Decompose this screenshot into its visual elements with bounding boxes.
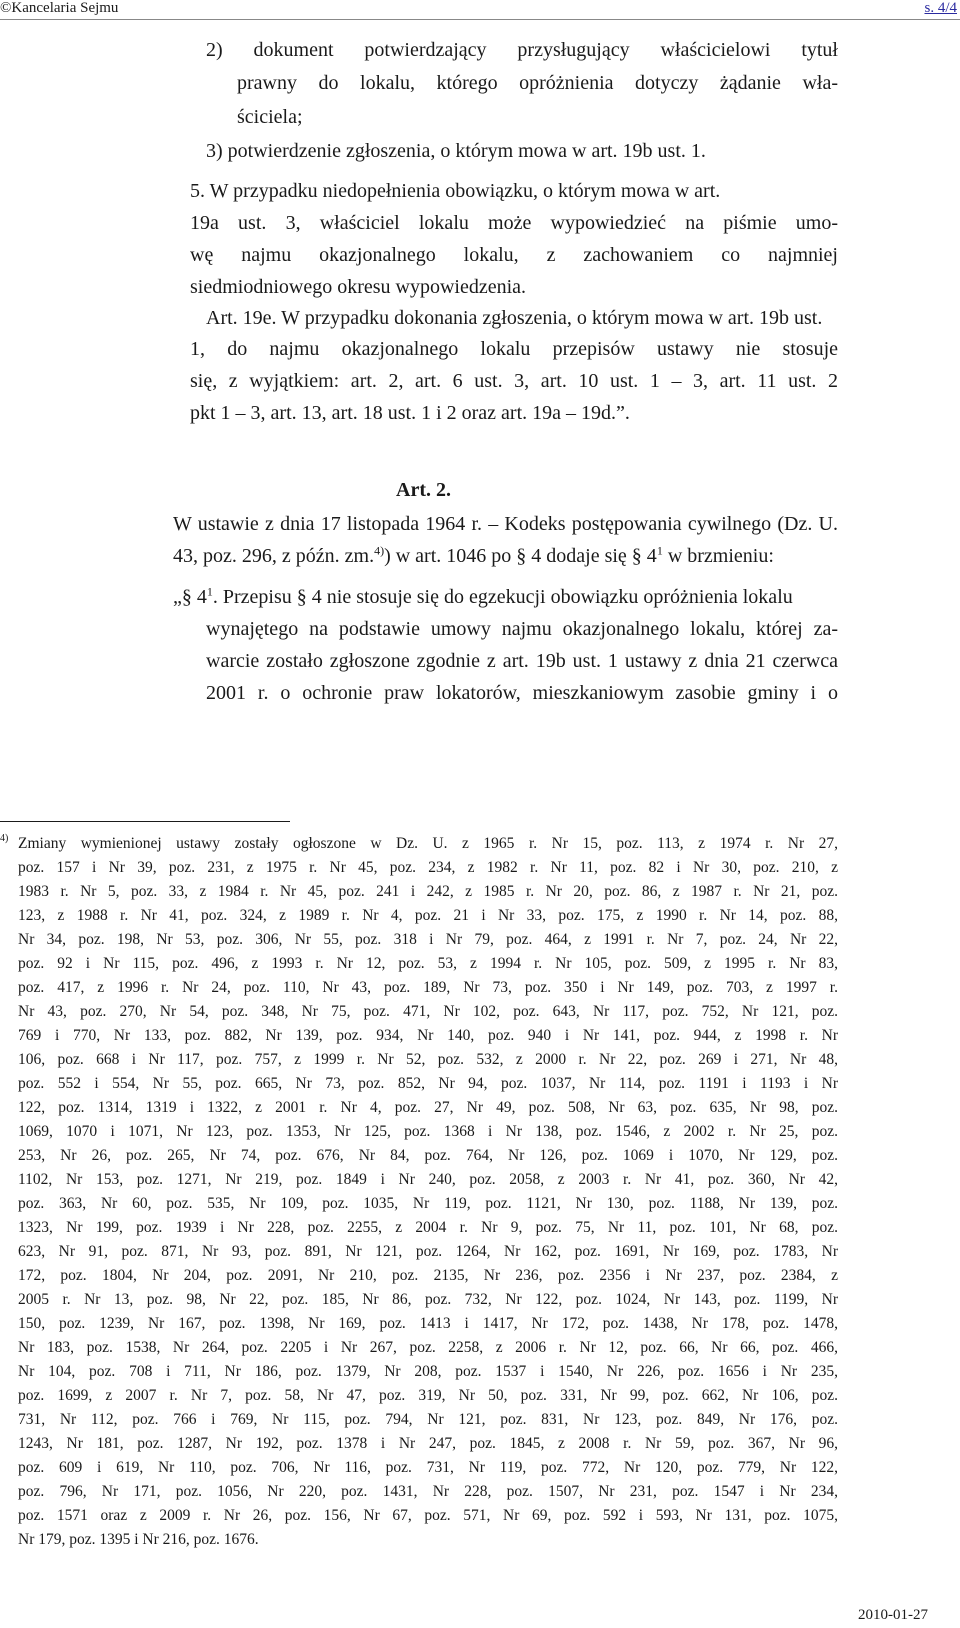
footnote-line: 253, Nr 26, poz. 265, Nr 74, poz. 676, Nr 84, poz. 764, Nr 126, poz. 1069 i 1070, Nr 129, poz. [18, 1147, 838, 1164]
footnote-line: Nr 179, poz. 1395 i Nr 216, poz. 1676. [18, 1531, 259, 1548]
article-heading: Art. 2. [396, 479, 451, 501]
footnote-line: 2005 r. Nr 13, poz. 98, Nr 22, poz. 185, Nr 86, poz. 732, Nr 122, poz. 1024, Nr 143, poz. 1199, Nr [18, 1291, 838, 1308]
body-line: prawny do lokalu, którego opróżnienia dotyczy żądanie wła- [237, 72, 838, 94]
body-line: pkt 1 – 3, art. 13, art. 18 ust. 1 i 2 oraz art. 19a – 19d.”. [190, 402, 630, 424]
footnote-marker: 4) [0, 833, 9, 844]
footnote-line: 1983 r. Nr 5, poz. 33, z 1984 r. Nr 45, poz. 241 i 242, z 1985 r. Nr 20, poz. 86, z 1987 r. Nr 21, poz. [18, 883, 838, 900]
footnote-line: Nr 34, poz. 198, Nr 53, poz. 306, Nr 55, poz. 318 i Nr 79, poz. 464, z 1991 r. Nr 7, poz. 24, Nr 22, [18, 931, 838, 948]
footnote-line: Nr 104, poz. 708 i 711, Nr 186, poz. 1379, Nr 208, poz. 1537 i 1540, Nr 226, poz. 1656 i Nr 235, [18, 1363, 838, 1380]
body-line: ściciela; [237, 106, 303, 128]
body-line: warcie zostało zgłoszone zgodnie z art. 19b ust. 1 ustawy z dnia 21 czerwca [206, 650, 838, 672]
body-line: 2001 r. o ochronie praw lokatorów, mieszkaniowym zasobie gminy i o [206, 682, 838, 704]
footnote-line: Nr 43, poz. 270, Nr 54, poz. 348, Nr 75, poz. 471, Nr 102, poz. 643, Nr 117, poz. 752, Nr 121, poz. [18, 1003, 838, 1020]
footnote-line: 769 i 770, Nr 133, poz. 882, Nr 139, poz. 934, Nr 140, poz. 940 i Nr 141, poz. 944, z 1998 r. Nr [18, 1027, 838, 1044]
footnote-line: 172, poz. 1804, Nr 204, poz. 2091, Nr 210, poz. 2135, Nr 236, poz. 2356 i Nr 237, poz. 2384, z [18, 1267, 838, 1284]
page-number-link[interactable]: s. 4/4 [924, 0, 957, 16]
footnote-line: poz. 552 i 554, Nr 55, poz. 665, Nr 73, poz. 852, Nr 94, poz. 1037, Nr 114, poz. 1191 i 1193 i Nr [18, 1075, 838, 1092]
source-label: ©Kancelaria Sejmu [0, 0, 119, 16]
body-line: W ustawie z dnia 17 listopada 1964 r. – Kodeks postępowania cywilnego (Dz. U. [173, 513, 838, 535]
footnote-line: Zmiany wymienionej ustawy zostały ogłoszone w Dz. U. z 1965 r. Nr 15, poz. 113, z 1974 r. Nr 27, [18, 835, 838, 852]
body-line: „§ $4^1$. Przepisu § 4 nie stosuje się do egzekucji obowiązku opróżnienia lokalu [173, 584, 793, 608]
page-header [0, 0, 960, 20]
footnote-line: poz. 363, Nr 60, poz. 535, Nr 109, poz. 1035, Nr 119, poz. 1121, Nr 130, poz. 1188, Nr 139, poz. [18, 1195, 838, 1212]
footnote-separator [0, 821, 290, 822]
footnote-line: 123, z 1988 r. Nr 41, poz. 324, z 1989 r. Nr 4, poz. 21 i Nr 33, poz. 175, z 1990 r. Nr 14, poz. 88, [18, 907, 838, 924]
body-line: wynajętego na podstawie umowy najmu okazjonalnego lokalu, której za- [206, 618, 838, 640]
body-line: siedmiodniowego okresu wypowiedzenia. [190, 276, 527, 298]
body-line: się, z wyjątkiem: art. 2, art. 6 ust. 3, art. 10 ust. 1 – 3, art. 11 ust. 2 [190, 370, 838, 392]
footnote-line: 150, poz. 1239, Nr 167, poz. 1398, Nr 169, poz. 1413 i 1417, Nr 172, poz. 1438, Nr 178, poz. 1478, [18, 1315, 838, 1332]
body-line: 19a ust. 3, właściciel lokalu może wypowiedzieć na piśmie umo- [190, 212, 838, 234]
body-line: 43, poz. 296, z późn. zm.$^{4)}$) w art. 1046 po § 4 dodaje się § $4^1$ w brzmieniu: [173, 543, 774, 567]
footnote-line: poz. 609 i 619, Nr 110, poz. 706, Nr 116, poz. 731, Nr 119, poz. 772, Nr 120, poz. 779, Nr 122, [18, 1459, 838, 1476]
footnote-line: poz. 92 i Nr 115, poz. 496, z 1993 r. Nr 12, poz. 53, z 1994 r. Nr 105, poz. 509, z 1995 r. Nr 83, [18, 955, 838, 972]
footnote-line: poz. 796, Nr 171, poz. 1056, Nr 220, poz. 1431, Nr 228, poz. 1507, Nr 231, poz. 1547 i Nr 234, [18, 1483, 838, 1500]
footnote-line: poz. 417, z 1996 r. Nr 24, poz. 110, Nr 43, poz. 189, Nr 73, poz. 350 i Nr 149, poz. 703, z 1997 r. [18, 979, 838, 996]
body-line: wę najmu okazjonalnego lokalu, z zachowaniem co najmniej [190, 244, 838, 266]
body-line: 1, do najmu okazjonalnego lokalu przepisów ustawy nie stosuje [190, 338, 838, 360]
footnote-line: Nr 183, poz. 1538, Nr 264, poz. 2205 i Nr 267, poz. 2258, z 2006 r. Nr 12, poz. 66, Nr 66, poz. 466, [18, 1339, 838, 1356]
body-line: 3) potwierdzenie zgłoszenia, o którym mowa w art. 19b ust. 1. [206, 140, 706, 162]
body-line: 2) dokument potwierdzający przysługujący właścicielowi tytuł [206, 39, 838, 61]
footnote-line: 1102, Nr 153, poz. 1271, Nr 219, poz. 1849 i Nr 240, poz. 2058, z 2003 r. Nr 41, poz. 360, Nr 42, [18, 1171, 838, 1188]
footnote-line: poz. 1699, z 2007 r. Nr 7, poz. 58, Nr 47, poz. 319, Nr 50, poz. 331, Nr 99, poz. 662, Nr 106, poz. [18, 1387, 838, 1404]
footer-date: 2010-01-27 [858, 1607, 928, 1623]
body-line: 5. W przypadku niedopełnienia obowiązku, o którym mowa w art. [190, 180, 721, 202]
body-line: Art. 19e. W przypadku dokonania zgłoszenia, o którym mowa w art. 19b ust. [206, 307, 823, 329]
footnote-line: 122, poz. 1314, 1319 i 1322, z 2001 r. Nr 4, poz. 27, Nr 49, poz. 508, Nr 63, poz. 635, Nr 98, poz. [18, 1099, 838, 1116]
footnote-line: 623, Nr 91, poz. 871, Nr 93, poz. 891, Nr 121, poz. 1264, Nr 162, poz. 1691, Nr 169, poz. 1783, Nr [18, 1243, 838, 1260]
header-rule [0, 19, 960, 20]
footnote-line: 1323, Nr 199, poz. 1939 i Nr 228, poz. 2255, z 2004 r. Nr 9, poz. 75, Nr 11, poz. 101, Nr 68, poz. [18, 1219, 838, 1236]
footnote-line: 1243, Nr 181, poz. 1287, Nr 192, poz. 1378 i Nr 247, poz. 1845, z 2008 r. Nr 59, poz. 367, Nr 96, [18, 1435, 838, 1452]
footnote-line: 1069, 1070 i 1071, Nr 123, poz. 1353, Nr 125, poz. 1368 i Nr 138, poz. 1546, z 2002 r. Nr 25, poz. [18, 1123, 838, 1140]
footnote-line: poz. 1571 oraz z 2009 r. Nr 26, poz. 156, Nr 67, poz. 571, Nr 69, poz. 592 i 593, Nr 131, poz. 1075, [18, 1507, 838, 1524]
footnote-line: poz. 157 i Nr 39, poz. 231, z 1975 r. Nr 45, poz. 234, z 1982 r. Nr 11, poz. 82 i Nr 30, poz. 210, z [18, 859, 838, 876]
footnote-line: 106, poz. 668 i Nr 117, poz. 757, z 1999 r. Nr 52, poz. 532, z 2000 r. Nr 22, poz. 269 i 271, Nr 48, [18, 1051, 838, 1068]
footnote-line: 731, Nr 112, poz. 766 i 769, Nr 115, poz. 794, Nr 121, poz. 831, Nr 123, poz. 849, Nr 176, poz. [18, 1411, 838, 1428]
